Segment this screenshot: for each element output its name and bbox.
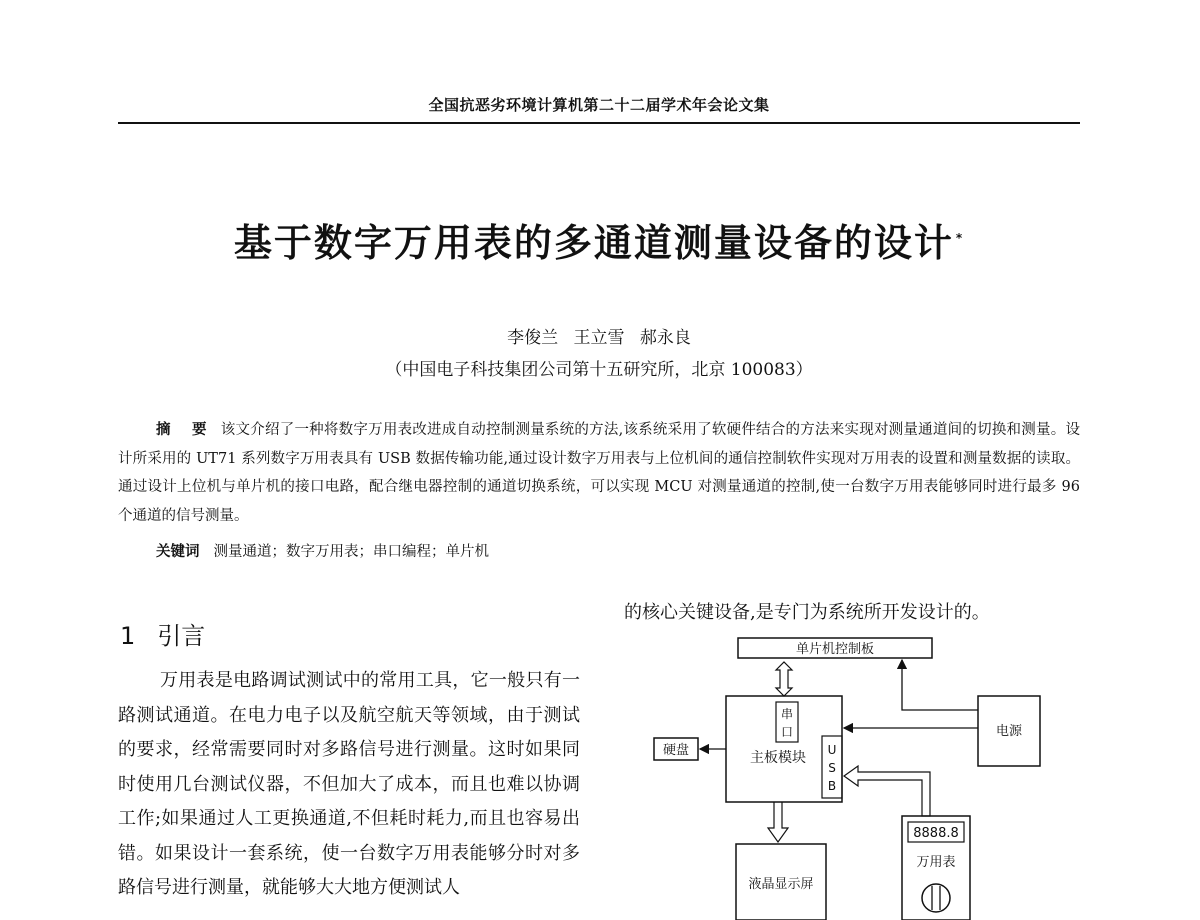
multimeter-display-value: 8888.8: [913, 826, 959, 841]
abstract: [118, 416, 1080, 530]
running-header: 全国抗恶劣环境计算机第二十二届学术年会论文集: [428, 96, 770, 114]
section-number: 1: [120, 622, 136, 650]
affiliation: （中国电子科技集团公司第十五研究所，北京 100083）: [385, 360, 813, 380]
mainboard-to-lcd-arrow: [768, 802, 788, 842]
header-rule: [118, 122, 1080, 124]
title-footnote-mark: *: [955, 231, 965, 246]
paper-title: [120, 212, 1078, 267]
serial-port-label-2: 口: [780, 725, 794, 739]
power-label: 电源: [995, 724, 1023, 739]
lcd-label: 液晶显示屏: [748, 877, 814, 892]
power-to-mcu-line: [902, 660, 978, 710]
hard-disk-label: 硬盘: [662, 743, 690, 758]
intro-paragraph: 万用表是电路调试测试中的常用工具，它一般只有一路测试通道。在电力电子以及航空航天等领域，由于测试的要求，经常需要同时对多路信号进行测量。这时如果同时使用几台测试仪器，不但加大了成本，而且也难以协调工作;如果通过人工更换通道,不但耗时耗力,而且也容易出错。如果设计一套系统，使一台数字万用表能够分时对多路信号进行测量，就能够大大地方便测试人: [118, 670, 580, 898]
section-heading: [120, 616, 205, 651]
mcu-mainboard-link: [776, 662, 792, 696]
system-block-diagram: [630, 630, 1050, 920]
abstract-text: 该文介绍了一种将数字万用表改进成自动控制测量系统的方法,该系统采用了软硬件结合的方法来实现对测量通道间的切换和测量。设计所采用的 UT71 系列数字万用表具有 USB 数据传输功能,通过设计数字万用表与上位机间的通信控制软件实现对万用表的设置和测量数据的读取。通过设计上位机与单片机的接口电路，配合继电器控制的通道切换系统，可以实现 MCU 对测量通道的控制,使一台数字万用表能够同时进行最多 96 个通道的信号测量。: [118, 422, 1080, 524]
right-column-text: 的核心关键设备,是专门为系统所开发设计的。: [624, 602, 990, 623]
mcu-board-label: 单片机控制板: [795, 642, 875, 657]
meter-to-usb-arrow: [844, 766, 930, 816]
keywords-text: 测量通道；数字万用表；串口编程；单片机: [213, 544, 489, 560]
usb-label-u: U: [827, 743, 837, 757]
paper-title-text: 基于数字万用表的多通道测量设备的设计: [233, 221, 954, 265]
section-title: 引言: [157, 622, 206, 650]
usb-label-s: S: [828, 761, 836, 775]
keywords: [156, 538, 1076, 566]
multimeter-label: 万用表: [916, 855, 956, 870]
authors: 李俊兰 王立雪 郝永良: [507, 328, 691, 348]
mainboard-label: 主板模块: [750, 750, 806, 766]
multimeter-dial: [922, 884, 950, 912]
keywords-label: 关键词: [156, 544, 200, 560]
abstract-label: 摘 要: [156, 422, 215, 438]
serial-port-label-1: 串: [780, 707, 794, 721]
usb-label-b: B: [827, 779, 837, 793]
